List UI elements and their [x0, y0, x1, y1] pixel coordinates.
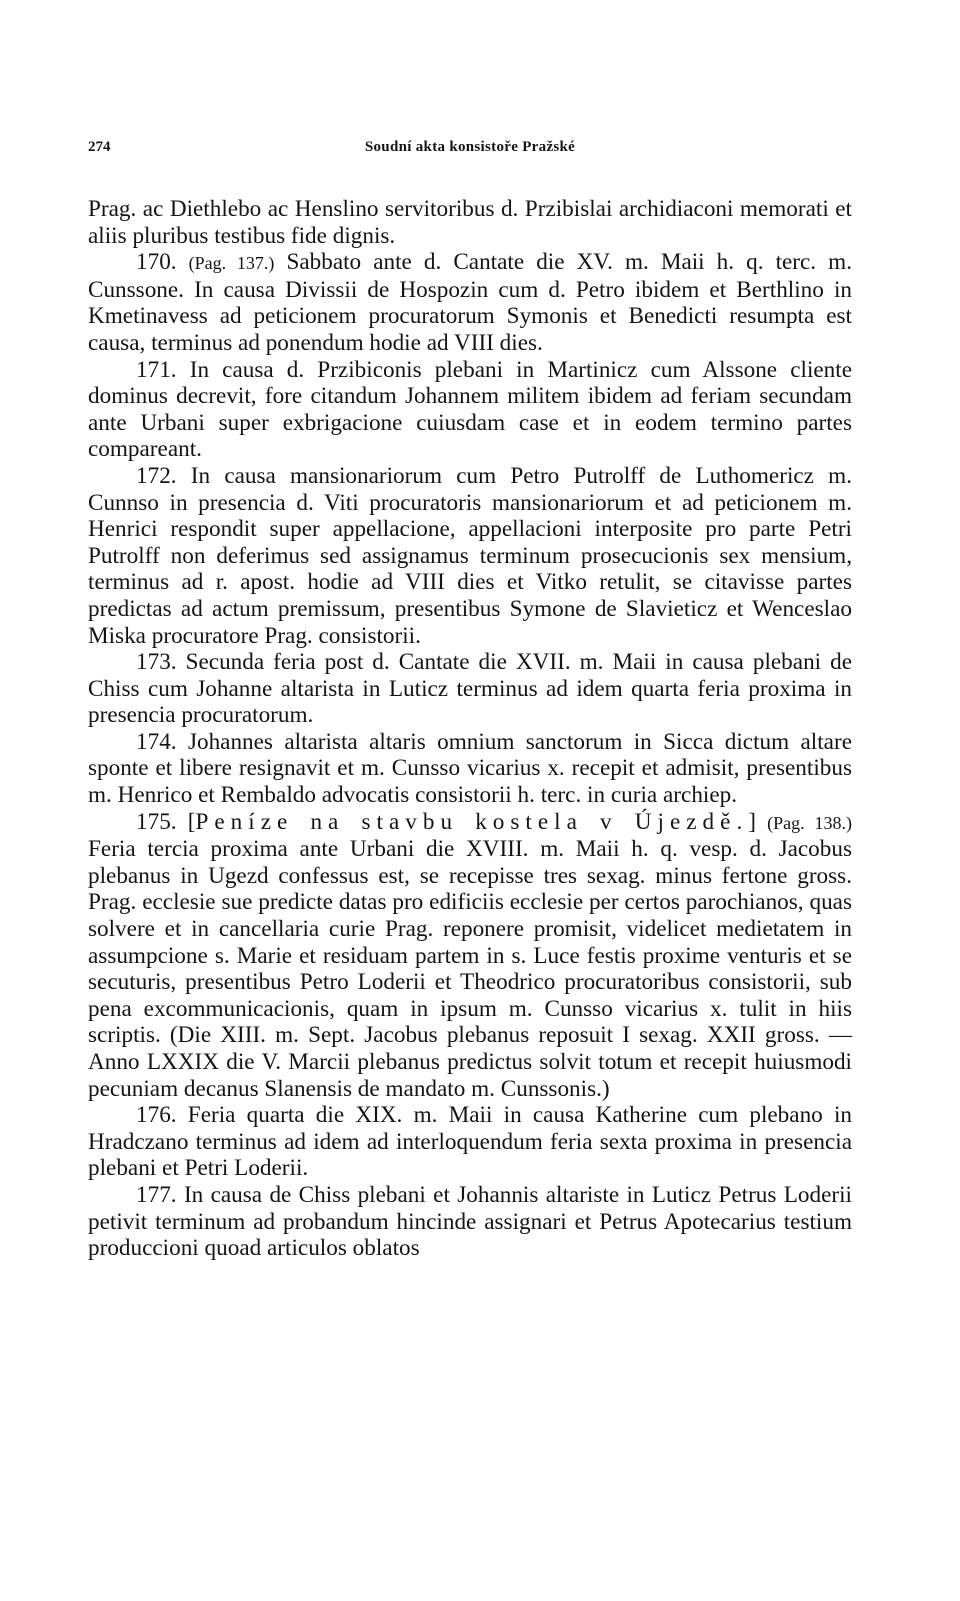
entry-text: Feria tercia proxima ante Urbani die XVIII. m. Maii h. q. vesp. d. Jacobus plebanus in Ugezd confessus est, se recepisse tres sexag. minus fertone gross. Prag. ecclesie sue predicte datas pro edificiis ecclesie per certos parochianos, quas solvere et in cancellaria curie Prag. reponere promisit, videlicet medietatem in assumpcione s. Marie et residuam partem in s. Luce festis proxime venturis et se secuturis, presentibus Petro Loderii et Theodrico procuratoribus consistorii, sub pena excommunicacionis, quam in ipsum m. Cunsso vicarius x. tulit in hiis scriptis. (Die XIII. m. Sept. Jacobus plebanus reposuit I sexag. XXII gross. — Anno LXXIX die V. Marcii plebanus predictus solvit totum et recepit huiusmodi pecuniam decanus Slanensis de mandato m. Cunssonis.) — [88, 836, 852, 1102]
entry-172 — [88, 463, 852, 649]
entry-176 — [88, 1102, 852, 1182]
entry-number: 174. — [136, 728, 177, 755]
entry-number: 172. — [136, 462, 177, 489]
entry-number: 170. — [136, 249, 177, 276]
entry-text: Johannes altarista altaris omnium sanctorum in Sicca dictum altare sponte et libere resignavit et m. Cunsso vicarius x. recepit et admisit, presentibus m. Henrico et Rembaldo advocatis consistorii h. terc. in curia archiep. — [88, 728, 852, 809]
entry-173 — [88, 649, 852, 729]
entry-text: Feria quarta die XIX. m. Maii in causa Katherine cum plebano in Hradczano terminus ad idem ad interloquendum feria sexta proxima in presencia plebani et Petri Loderii. — [88, 1102, 853, 1182]
entry-171 — [88, 357, 852, 463]
entry-text: In causa mansionariorum cum Petro Putrolff de Luthomericz m. Cunnso in presencia d. Viti procuratoris mansionariorum et ad peticionem m. Henrici respondit super appellacione, appellacioni interposite pro parte Petri Putrolff non deferimus sed assignamus terminum prosecucionis sex mensium, terminus ad r. apost. hodie ad VIII dies et Vitko retulit, se citavisse partes predictas ad actum premissum, presentibus Symone de Slavieticz et Wenceslao Miska procuratore Prag. consistorii. — [88, 462, 853, 649]
entry-text: In causa de Chiss plebani et Johannis altariste in Luticz Petrus Loderii petivit terminum ad probandum hincinde assignari et Petrus Apotecarius testium produccioni quoad articulos oblatos — [88, 1181, 852, 1262]
entry-heading: Peníze na stavbu kostela v Újezdě. — [195, 808, 749, 835]
running-head — [88, 136, 852, 158]
entry-177 — [88, 1182, 852, 1262]
entry-number: 173. — [136, 649, 177, 676]
heading-open-bracket: [ — [187, 808, 196, 835]
body-text — [88, 196, 852, 1262]
heading-close-bracket: ] — [748, 808, 756, 835]
entry-174 — [88, 729, 852, 809]
entry-175 — [88, 809, 852, 1103]
page-reference: (Pag. 137.) — [188, 253, 275, 274]
entry-text: Secunda feria post d. Cantate die XVII. m. Maii in causa plebani de Chiss cum Johanne altarista in Luticz terminus ad idem quarta feria proxima in presencia procuratorum. — [88, 649, 852, 729]
page-reference: (Pag. 138.) — [767, 812, 853, 833]
page-number: 274 — [88, 139, 111, 155]
entry-text: Sabbato ante d. Cantate die XV. m. Maii h. q. terc. m. Cunssone. In causa Divissii de Hospozin cum d. Petro ibidem et Berthlino in Kmetinavess ad peticionem procuratorum Symonis et Benedicti resumpta est causa, terminus ad ponendum hodie ad VIII dies. — [88, 249, 852, 356]
entry-number: 171. — [136, 356, 177, 383]
running-title: Soudní akta konsistoře Pražské — [364, 139, 576, 155]
entry-170 — [88, 249, 852, 356]
entry-number: 177. — [136, 1181, 177, 1208]
entry-number: 176. — [136, 1102, 177, 1129]
entry-number: 175. — [136, 808, 177, 835]
entry-text: In causa d. Przibiconis plebani in Martinicz cum Alssone cliente dominus decrevit, fore citandum Johannem militem ibidem ad feriam secundam ante Urbani super exbrigacione cuiusdam case et in eodem termino partes compareant. — [88, 356, 853, 463]
continuation-paragraph: Prag. ac Diethlebo ac Henslino servitoribus d. Przibislai archidiaconi memorati et aliis pluribus testibus fide dignis. — [88, 196, 852, 249]
